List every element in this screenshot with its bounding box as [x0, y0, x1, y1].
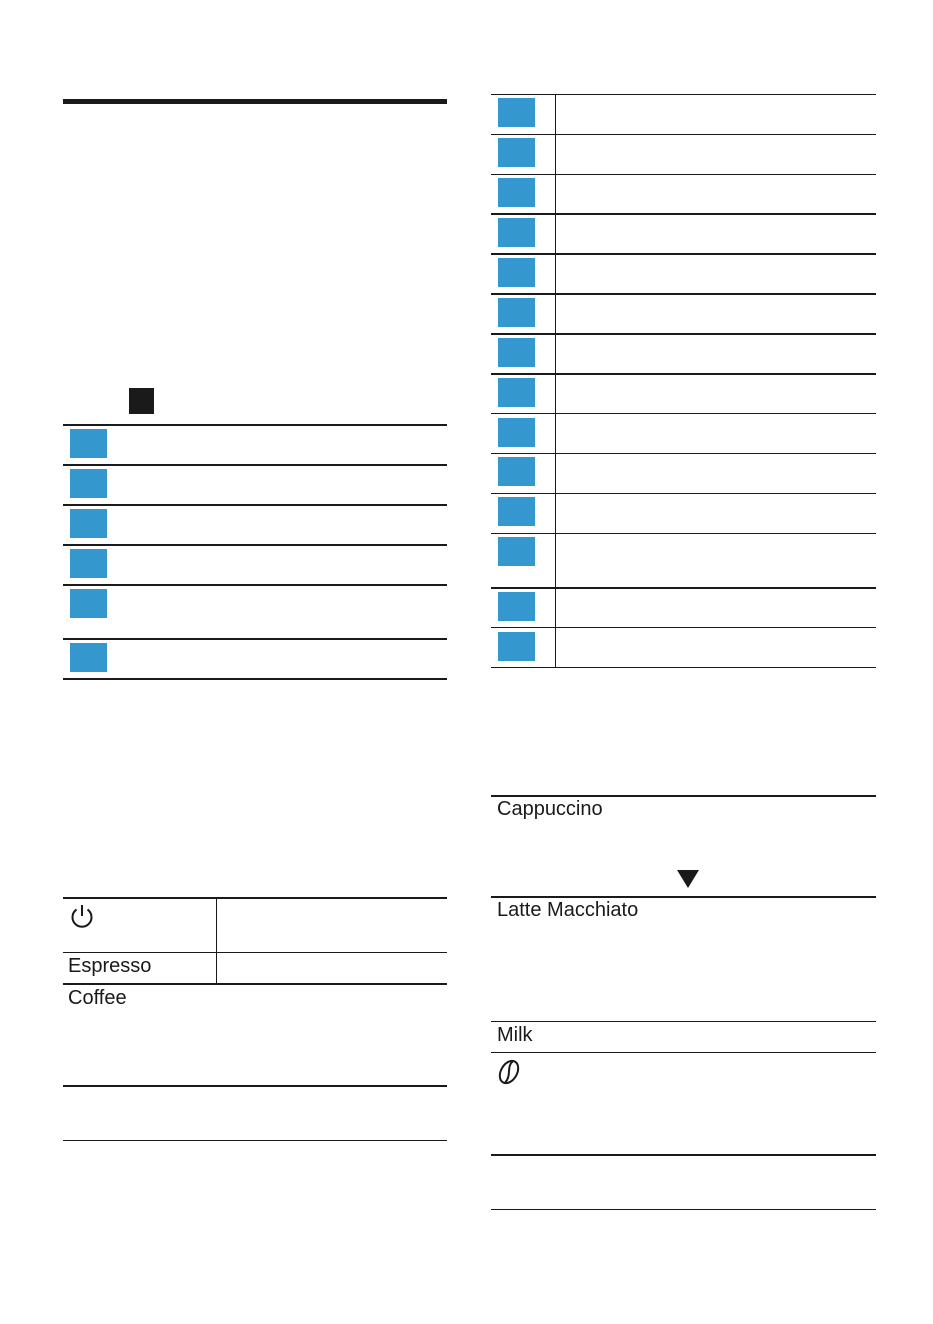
- list-divider: [63, 678, 447, 680]
- list-divider: [491, 627, 876, 628]
- coffee-bean-icon: [496, 1057, 522, 1087]
- blue-square-icon: [498, 218, 535, 247]
- blue-square-icon: [498, 592, 535, 621]
- blue-square-icon: [498, 138, 535, 167]
- list-divider: [491, 333, 876, 335]
- table-divider: [491, 1154, 876, 1156]
- blue-square-icon: [498, 258, 535, 287]
- blue-square-icon: [498, 537, 535, 566]
- column-divider: [555, 94, 556, 667]
- list-divider: [491, 213, 876, 215]
- blue-square-icon: [70, 509, 107, 538]
- blue-square-icon: [498, 298, 535, 327]
- list-divider: [63, 424, 447, 426]
- list-divider: [63, 584, 447, 586]
- blue-square-icon: [70, 469, 107, 498]
- table-divider: [63, 897, 447, 899]
- table-divider: [63, 983, 447, 985]
- section-header-bar: [63, 99, 447, 104]
- list-divider: [491, 373, 876, 375]
- cappuccino-label: Cappuccino: [497, 798, 603, 820]
- list-divider: [491, 587, 876, 589]
- blue-square-icon: [70, 549, 107, 578]
- table-divider: [63, 1140, 447, 1141]
- black-square-icon: [129, 388, 154, 414]
- blue-square-icon: [70, 429, 107, 458]
- table-divider: [63, 952, 447, 953]
- down-triangle-icon: [676, 869, 700, 889]
- list-divider: [491, 253, 876, 255]
- blue-square-icon: [498, 178, 535, 207]
- blue-square-icon: [498, 457, 535, 486]
- blue-square-icon: [70, 589, 107, 618]
- blue-square-icon: [498, 497, 535, 526]
- column-divider: [216, 897, 217, 984]
- latte-macchiato-label: Latte Macchiato: [497, 899, 639, 921]
- table-divider: [491, 1209, 876, 1210]
- blue-square-icon: [498, 338, 535, 367]
- blue-square-icon: [498, 98, 535, 127]
- coffee-label: Coffee: [68, 987, 127, 1009]
- list-divider: [491, 174, 876, 175]
- list-divider: [63, 544, 447, 546]
- power-icon: [68, 902, 96, 930]
- list-divider: [491, 94, 876, 95]
- espresso-label: Espresso: [68, 955, 152, 977]
- table-divider: [491, 1052, 876, 1053]
- list-divider: [491, 493, 876, 494]
- table-divider: [491, 1021, 876, 1022]
- list-divider: [63, 464, 447, 466]
- blue-square-icon: [498, 418, 535, 447]
- blue-square-icon: [498, 632, 535, 661]
- list-divider: [491, 453, 876, 454]
- list-divider: [491, 533, 876, 534]
- blue-square-icon: [498, 378, 535, 407]
- list-divider: [491, 134, 876, 135]
- list-divider: [491, 413, 876, 414]
- list-divider: [63, 638, 447, 640]
- blue-square-icon: [70, 643, 107, 672]
- list-divider: [491, 667, 876, 668]
- table-divider: [63, 1085, 447, 1087]
- list-divider: [63, 504, 447, 506]
- milk-label: Milk: [497, 1024, 533, 1046]
- list-divider: [491, 293, 876, 295]
